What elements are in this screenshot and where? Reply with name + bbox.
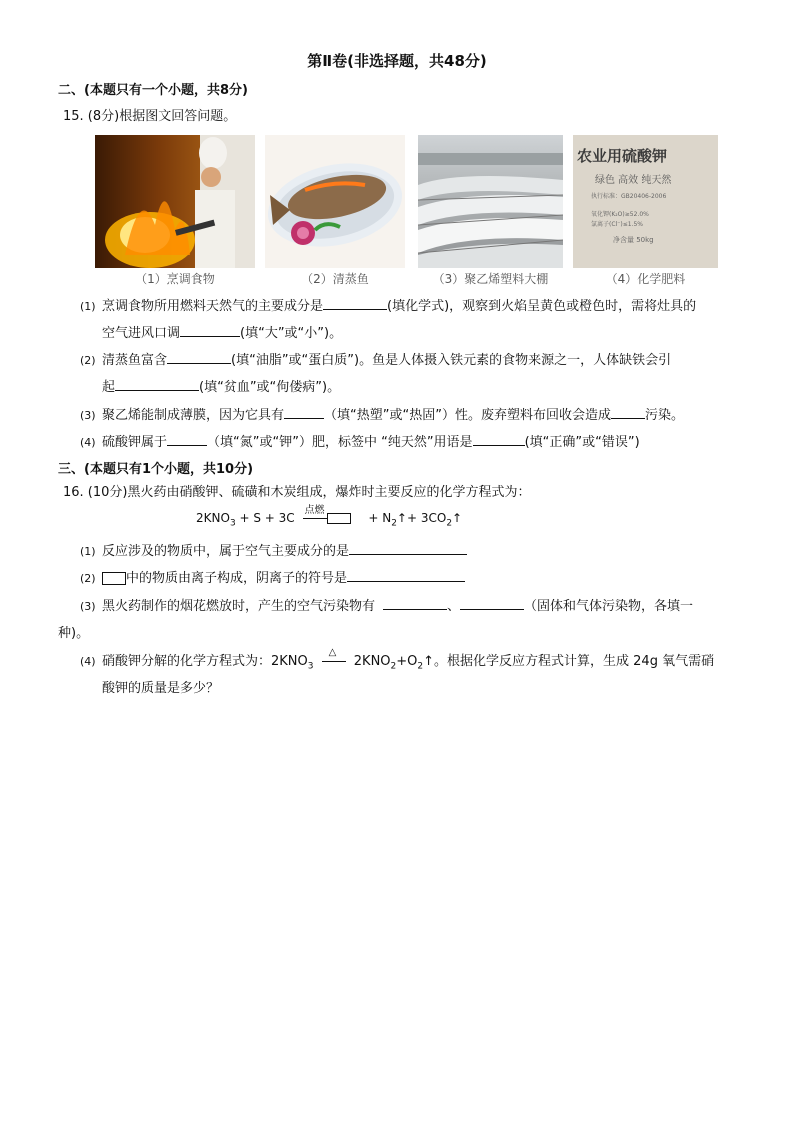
bag-weight: 净含量 50kg: [613, 236, 654, 244]
caption-3: （3）聚乙烯塑料大棚: [432, 272, 549, 286]
bag-standard: 执行标准：GB20406-2006: [591, 193, 667, 200]
q16-item-1: (1) 反应涉及的物质中，属于空气主要成分的是: [80, 538, 467, 566]
answer-blank[interactable]: [611, 405, 645, 419]
bag-k2o: 氧化钾(K₂O)≥52.0%: [591, 211, 649, 218]
answer-blank[interactable]: [167, 350, 231, 364]
page-title: 第Ⅱ卷(非选择题，共48分): [307, 52, 487, 70]
bag-cl: 氯离子(Cl⁻)≤1.5%: [591, 221, 643, 228]
q16-item-2: (2) 中的物质由离子构成，阴离子的符号是: [80, 565, 465, 593]
q15-item-2-line-1: (2) 清蒸鱼富含 (填“油脂”或“蛋白质”)。鱼是人体摄入铁元素的食物来源之一，人体缺铁会引: [80, 347, 671, 375]
answer-blank[interactable]: [473, 432, 525, 446]
q16-item-4-line-2: 酸钾的质量是多少？: [102, 681, 220, 696]
bag-slogan: 绿色 高效 纯天然: [595, 175, 672, 186]
condition-heat: △: [328, 647, 337, 658]
q15-item-4: (4) 硫酸钾属于 （填“氮”或“钾”）肥，标签中 “纯天然”用语是 (填“正确”或“错误”): [80, 429, 640, 457]
photo-greenhouses: [418, 135, 563, 268]
condition-ignite: 点燃: [304, 505, 325, 516]
q16-item-3-line-1: (3) 黑火药制作的烟花燃放时，产生的空气污染物有 、 （固体和气体污染物，各填一: [80, 593, 693, 621]
question-16-stem: 16. (10分)黑火药由硝酸钾、硫磺和木炭组成，爆炸时主要反应的化学方程式为：: [63, 485, 531, 500]
bag-label: 农业用硫酸钾: [577, 147, 668, 165]
photo-fertilizer-bag: [573, 135, 718, 268]
answer-blank[interactable]: [383, 596, 447, 610]
answer-blank[interactable]: [323, 296, 387, 310]
question-15-stem: 15. (8分)根据图文回答问题。: [63, 109, 237, 124]
answer-blank[interactable]: [167, 432, 207, 446]
photo-cooking: [95, 135, 255, 268]
caption-4: （4）化学肥料: [605, 272, 686, 286]
answer-blank[interactable]: [460, 596, 524, 610]
caption-2: （2）清蒸鱼: [301, 272, 369, 286]
answer-blank[interactable]: [349, 541, 467, 555]
section-2-heading: 二、(本题只有一个小题，共8分): [58, 83, 248, 98]
chemical-equation: $2KNO_3 + S + 3C$ 点燃 + $N_2↑+$ $3CO_2↑$: [196, 511, 462, 528]
section-3-heading: 三、(本题只有1个小题，共10分): [58, 462, 254, 477]
q15-item-2-line-2: 起 (填“贫血”或“佝偻病”)。: [102, 374, 340, 402]
q15-item-1-line-2: 空气进风口调 (填“大”或“小”)。: [102, 320, 342, 348]
answer-blank[interactable]: [115, 377, 199, 391]
q16-item-3-line-2: 种)。: [58, 626, 90, 641]
photo-steamed-fish: [265, 135, 405, 268]
q16-item-4-line-1: (4) 硝酸钾分解的化学方程式为：$2KNO_3$ △ $2KNO_2+O_2↑$。根据化学反应方程式计算，生成 24g 氧气需硝: [80, 648, 714, 681]
answer-blank[interactable]: [284, 405, 324, 419]
answer-blank[interactable]: [180, 323, 240, 337]
q15-item-3: (3) 聚乙烯能制成薄膜，因为它具有 （填“热塑”或“热固”）性。废弃塑料布回收会造成 污染。: [80, 402, 684, 430]
product-box: [327, 513, 351, 524]
q15-item-1-line-1: (1) 烹调食物所用燃料天然气的主要成分是 (填化学式)，观察到火焰呈黄色或橙色时，需将灶具的: [80, 293, 696, 321]
product-box: [102, 572, 126, 585]
answer-blank[interactable]: [347, 568, 465, 582]
caption-1: （1）烹调食物: [135, 272, 215, 286]
